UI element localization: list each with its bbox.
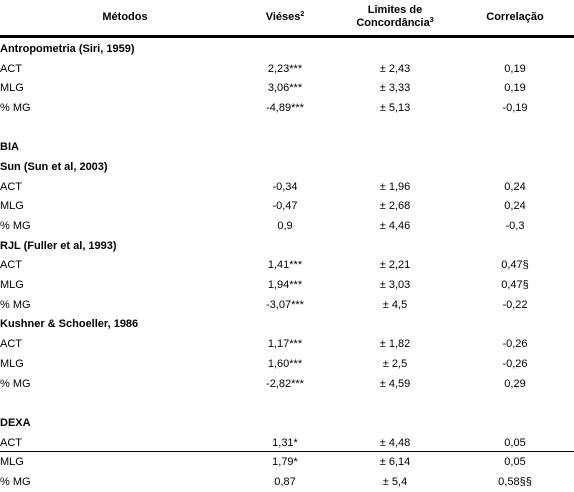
correlacao-cell [460, 413, 570, 433]
correlacao-cell [460, 393, 570, 413]
correlacao-cell: -0,3 [505, 220, 525, 233]
method-cell: RJL (Fuller et al, 1993) [0, 239, 117, 252]
vies-cell [240, 137, 330, 157]
vies-cell [240, 393, 330, 413]
vies-cell [240, 315, 330, 335]
correlacao-cell: -0,22 [502, 298, 528, 311]
limites-cell [340, 315, 450, 335]
table-row [0, 472, 574, 492]
table-row [0, 177, 574, 197]
method-cell [0, 393, 230, 413]
header-vieses-label: Viéses [265, 10, 301, 23]
limites-cell: ± 5,4 [382, 475, 408, 488]
vies-cell [240, 413, 330, 433]
limites-cell [340, 157, 450, 177]
section-row [0, 413, 574, 433]
limites-cell [340, 39, 450, 59]
header-limites-line2: Concordância [356, 17, 430, 29]
section-row [0, 39, 574, 59]
limites-cell: ± 2,5 [382, 357, 408, 370]
correlacao-cell: 0,58§§ [498, 475, 532, 488]
vies-cell [240, 118, 330, 138]
limites-cell: ± 4,59 [379, 377, 411, 390]
vies-cell [240, 39, 330, 59]
vies-cell: -0,34 [272, 180, 298, 193]
table-row [0, 295, 574, 315]
correlacao-cell [460, 236, 570, 256]
vies-cell: 0,9 [277, 220, 293, 233]
correlacao-cell: -0,19 [502, 101, 528, 114]
correlacao-cell: 0,29 [504, 377, 526, 390]
limites-cell: ± 2,21 [379, 259, 411, 272]
correlacao-cell: 0,19 [504, 82, 526, 95]
header-correlacao [460, 0, 570, 34]
table-row [0, 374, 574, 394]
header-limites-text [356, 4, 433, 30]
correlacao-cell [460, 118, 570, 138]
header-rule [0, 35, 574, 38]
method-cell: MLG [0, 200, 24, 213]
method-cell: % MG [0, 220, 31, 233]
table-row [0, 216, 574, 236]
method-cell: Sun (Sun et al, 2003) [0, 160, 108, 173]
table-row [0, 275, 574, 295]
table-header [0, 0, 574, 34]
section-row [0, 137, 574, 157]
vies-cell: 1,31* [272, 436, 298, 449]
vies-cell: 1,60*** [267, 357, 303, 370]
vies-cell: 1,94*** [267, 279, 303, 292]
header-vieses [240, 0, 330, 34]
method-cell: ACT [0, 338, 22, 351]
limites-cell: ± 1,82 [379, 338, 411, 351]
vies-cell: -0,47 [272, 200, 298, 213]
method-cell: % MG [0, 298, 31, 311]
limites-cell [340, 137, 450, 157]
header-vieses-text [266, 11, 305, 24]
table-row [0, 452, 574, 472]
header-metodos-text: Métodos [102, 10, 148, 23]
section-row [0, 157, 574, 177]
method-cell: Kushner & Schoeller, 1986 [0, 318, 139, 331]
correlacao-cell: 0,05 [504, 456, 526, 469]
limites-cell: ± 6,14 [379, 456, 411, 469]
table-row [0, 334, 574, 354]
header-limites-sup: 3 [429, 17, 434, 24]
bottom-rule [0, 451, 574, 452]
correlacao-cell [460, 137, 570, 157]
method-cell: MLG [0, 357, 24, 370]
method-cell: ACT [0, 259, 22, 272]
spacer-row [0, 118, 574, 138]
method-cell: % MG [0, 377, 31, 390]
header-limites-line2-wrap [356, 17, 433, 30]
correlacao-cell [460, 315, 570, 335]
correlacao-cell: -0,26 [502, 357, 528, 370]
limites-cell [340, 118, 450, 138]
correlacao-cell: 0,47§ [501, 279, 529, 292]
vies-cell: 0,87 [274, 475, 296, 488]
method-cell: BIA [0, 141, 19, 154]
vies-cell: 1,41*** [267, 259, 303, 272]
table-row [0, 256, 574, 276]
limites-cell [340, 393, 450, 413]
header-vieses-sup: 2 [300, 10, 305, 18]
method-cell: % MG [0, 101, 31, 114]
correlacao-cell: 0,47§ [501, 259, 529, 272]
vies-cell: -3,07*** [266, 298, 304, 311]
vies-cell: -2,82*** [266, 377, 304, 390]
table-row [0, 354, 574, 374]
header-metodos [20, 0, 230, 34]
limites-cell: ± 5,13 [379, 101, 411, 114]
limites-cell [340, 413, 450, 433]
method-cell: MLG [0, 456, 24, 469]
method-cell: Antropometria (Siri, 1959) [0, 42, 135, 55]
method-cell: ACT [0, 180, 22, 193]
limites-cell: ± 3,03 [379, 279, 411, 292]
correlacao-cell: 0,24 [504, 200, 526, 213]
method-cell: MLG [0, 279, 24, 292]
vies-cell [240, 157, 330, 177]
vies-cell: 3,06*** [267, 82, 303, 95]
limites-cell: ± 2,43 [379, 62, 411, 75]
method-cell: ACT [0, 62, 22, 75]
correlacao-cell: 0,24 [504, 180, 526, 193]
table-row [0, 78, 574, 98]
correlacao-cell: 0,05 [504, 436, 526, 449]
correlacao-cell [460, 39, 570, 59]
method-cell: DEXA [0, 416, 31, 429]
table-row [0, 98, 574, 118]
vies-cell: 1,17*** [267, 338, 303, 351]
method-cell: MLG [0, 82, 24, 95]
table-row [0, 433, 574, 453]
header-limites [340, 0, 450, 34]
limites-cell: ± 4,5 [382, 298, 408, 311]
vies-cell: 2,23*** [267, 62, 303, 75]
limites-cell: ± 4,46 [379, 220, 411, 233]
limites-cell: ± 2,68 [379, 200, 411, 213]
vies-cell [240, 236, 330, 256]
header-limites-line1: Limites de [367, 4, 423, 16]
limites-cell [340, 236, 450, 256]
correlacao-cell [460, 157, 570, 177]
section-row [0, 236, 574, 256]
table-row [0, 197, 574, 217]
limites-cell: ± 4,48 [379, 436, 411, 449]
correlacao-cell: 0,19 [504, 62, 526, 75]
spacer-row [0, 393, 574, 413]
limites-cell: ± 1,96 [379, 180, 411, 193]
correlacao-cell: -0,26 [502, 338, 528, 351]
table-body [0, 39, 574, 492]
vies-cell: -4,89*** [266, 101, 304, 114]
method-cell [0, 118, 230, 138]
limites-cell: ± 3,33 [379, 82, 411, 95]
header-correlacao-text: Correlação [486, 10, 544, 23]
method-cell: % MG [0, 475, 31, 488]
section-row [0, 315, 574, 335]
vies-cell: 1,79* [272, 456, 298, 469]
method-cell: ACT [0, 436, 22, 449]
table-row [0, 59, 574, 79]
